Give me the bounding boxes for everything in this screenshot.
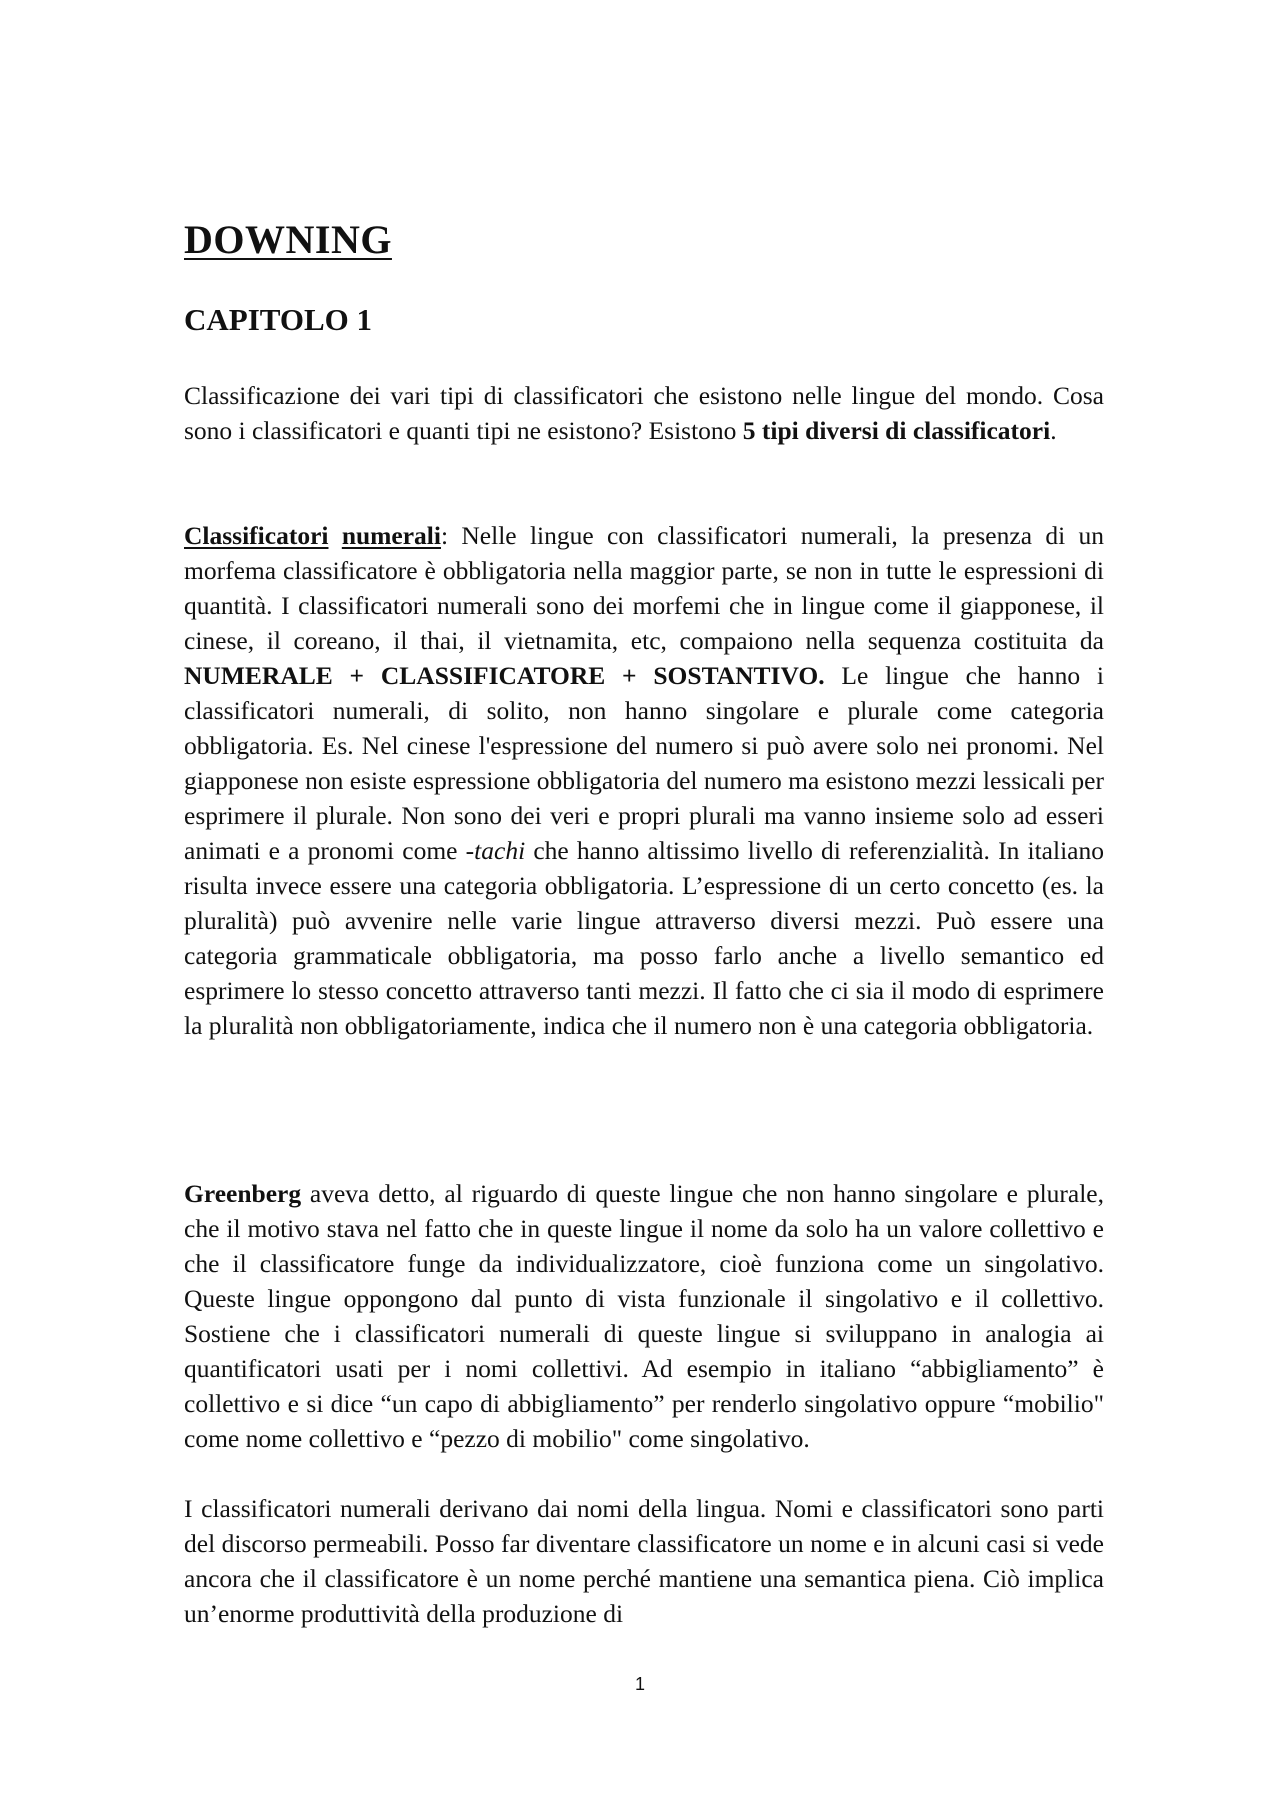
term-numerali: numerali bbox=[341, 521, 441, 550]
paragraph-numeral-classifiers bbox=[184, 518, 1104, 1043]
paragraph-derivation bbox=[184, 1491, 1104, 1631]
chapter-heading: CAPITOLO 1 bbox=[184, 302, 373, 337]
document-title: DOWNING bbox=[184, 217, 392, 262]
paragraph-greenberg bbox=[184, 1176, 1104, 1456]
paragraph-intro-bold: 5 tipi diversi di classificatori bbox=[742, 416, 1051, 445]
name-greenberg: Greenberg bbox=[184, 1179, 302, 1208]
paragraph-numeral-text-3: che hanno altissimo livello di referenzialità. In italiano risulta invece essere una categoria obbligatoria. L’espressione di un certo concetto (es. la pluralità) può avvenire nelle varie lingue attraverso diversi mezzi. Può essere una categoria grammaticale obbligatoria, ma posso farlo anche a livello semantico ed esprimere lo stesso concetto attraverso tanti mezzi. Il fatto che ci sia il modo di esprimere la pluralità non obbligatoriamente, indica che il numero non è una categoria obbligatoria. bbox=[184, 836, 1104, 1040]
paragraph-derivation-text: I classificatori numerali derivano dai nomi della lingua. Nomi e classificatori sono parti del discorso permeabili. Posso far diventare classificatore un nome e in alcuni casi si vede ancora che il classificatore è un nome perché mantiene una semantica piena. Ciò implica un’enorme produttività della produzione di bbox=[184, 1494, 1104, 1628]
paragraph-intro-end: . bbox=[1050, 416, 1057, 445]
suffix-tachi: -tachi bbox=[465, 836, 526, 865]
paragraph-intro bbox=[184, 378, 1104, 448]
paragraph-greenberg-text: aveva detto, al riguardo di queste lingue che non hanno singolare e plurale, che il motivo stava nel fatto che in queste lingue il nome da solo ha un valore collettivo e che il classificatore funge da individualizzatore, cioè funziona come un singolativo. Queste lingue oppongono dal punto di vista funzionale il singolativo e il collettivo. Sostiene che i classificatori numerali di queste lingue si sviluppano in analogia ai quantificatori usati per i nomi collettivi. Ad esempio in italiano “abbigliamento” è collettivo e si dice “un capo di abbigliamento” per renderlo singolativo oppure “mobilio" come nome collettivo e “pezzo di mobilio" come singolativo. bbox=[184, 1179, 1104, 1453]
paragraph-intro-text: Classificazione dei vari tipi di classificatori che esistono nelle lingue del mondo. Cosa sono i classificatori e quanti tipi ne esistono? Esistono bbox=[184, 381, 1104, 445]
page-number: 1 bbox=[634, 1674, 645, 1694]
sequence-formula: NUMERALE + CLASSIFICATORE + SOSTANTIVO. bbox=[184, 661, 825, 690]
term-classificatori: Classificatori bbox=[184, 521, 329, 550]
paragraph-numeral-text-2: Le lingue che hanno i classificatori numerali, di solito, non hanno singolare e plurale come categoria obbligatoria. Es. Nel cinese l'espressione del numero si può avere solo nei pronomi. Nel giapponese non esiste espressione obbligatoria del numero ma esistono mezzi lessicali per esprimere il plurale. Non sono dei veri e propri plurali ma vanno insieme solo ad esseri animati e a pronomi come bbox=[184, 661, 1104, 865]
paragraph-numeral-text-1: : Nelle lingue con classificatori numerali, la presenza di un morfema classificatore è obbligatoria nella maggior parte, se non in tutte le espressioni di quantità. I classificatori numerali sono dei morfemi che in lingue come il giapponese, il cinese, il coreano, il thai, il vietnamita, etc, compaiono nella sequenza costituita da bbox=[184, 521, 1104, 655]
